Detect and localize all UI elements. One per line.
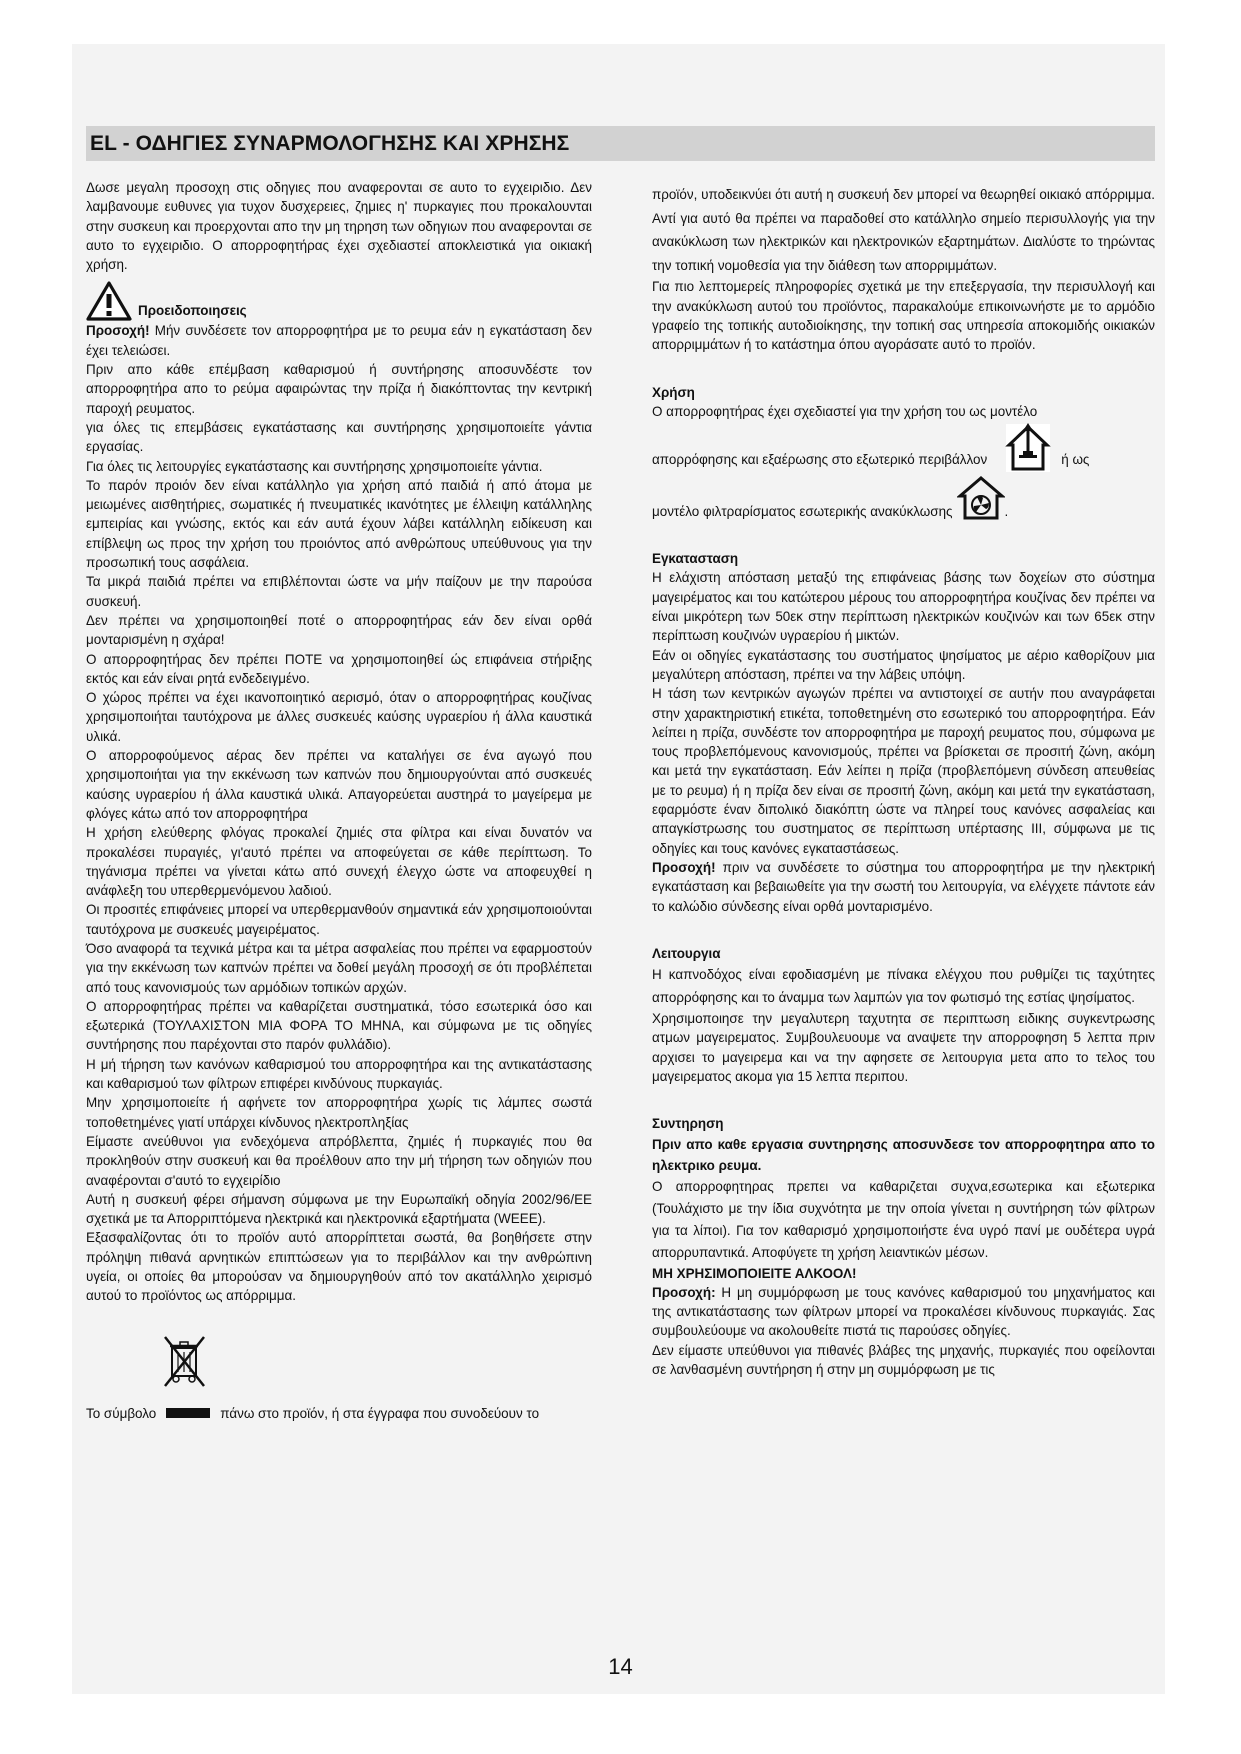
warning-paragraph: Ο χώρος πρέπει να έχει ικανοποιητικό αερισμό, όταν ο απορροφητήρας κουζίνας χρησιμοποιήται ταυτόχρονα με άλλες συσκευές καύσης υγραερίου ή άλλα καυστικά υλικά. xyxy=(86,690,592,744)
warning-paragraph: Δεν πρέπει να χρησιμοποιηθεί ποτέ ο απορροφητήρας εάν δεν είναι ορθά μονταρισμένη η σχάρα! xyxy=(86,612,592,648)
warning-paragraph: Πριν απο κάθε επέμβαση καθαρισμού ή συντήρησης αποσυνδέστε τον απορροφητήρα απο το ρεύμα αφαιρώντας την πρίζα ή διακόπτοντας την κεντρική παροχή ρευματος. xyxy=(86,362,592,416)
page-number: 14 xyxy=(608,1654,633,1679)
weee-paragraph: Αυτή η συσκευή φέρει σήμανση σύμφωνα με την Ευρωπαϊκή οδηγία 2002/96/ΕΕ σχετικά με τα Απορριπτόμενα ηλεκτρικά και ηλεκτρονικά εξαρτήματα (WEEE). xyxy=(86,1191,592,1227)
no-alcohol-warning: ΜΗ ΧΡΗΣΙΜΟΠΟΙΕΙΤΕ ΑΛΚΟΟΛ! xyxy=(652,1265,857,1281)
warning-triangle-icon xyxy=(86,281,132,321)
operation-paragraph: Χρησιμοποιησε την μεγαλυτερη ταχυτητα σε περιπτωση ειδικης συγκεντρωσης ατμων μαγειρεματος. Συμβουλευουμε να αναψετε την απορροφηση 5 λεπτα πριν αρχισει το μαγειρεμα και να την αφησετε σε λειτουργια μετα απο το τελος του μαγειρεματος ακομα για 15 λεπτα περιπου. xyxy=(652,1011,1155,1084)
final-paragraph: Δεν είμαστε υπεύθυνοι για πιθανές βλάβες της μηχανής, πυρκαγιές που οφείλονται σε λανθασμένη συντήρηση ή στην μη συμμόρφωση με τις xyxy=(652,1342,1155,1378)
install-caution-text: πριν να συνδέσετε το σύστημα του απορροφητήρα με την ηλεκτρική εγκατάσταση και βεβαιωθείτε για την σωστή του λειτουργία, να ελέγχετε πάντοτε εάν το καλώδιο σύνδεσης είναι ορθά μονταρισμένο. xyxy=(652,859,1155,914)
recirculation-house-icon xyxy=(957,475,1005,521)
warning-paragraph: Είμαστε ανεύθυνοι για ενδεχόμενα απρόβλεπτα, ζημιές ή πυρκαγιές που θα προκληθούν στην συσκευή και θα προέλθουν απο την μή τήρηση των οδηγιών που αναφέρονται σ'αυτό το εγχειρίδιο xyxy=(86,1133,592,1188)
install-paragraph: Η ελάχιστη απόσταση μεταξύ της επιφάνειας βάσης των δοχείων στο σύστημα μαγειρέματος και του κατώτερου μέρους του απορροφητήρα κουζίνας δεν πρέπει να είναι μικρότερη των 50εκ στην περίπτωση ηλεκτρικών κουζινών και των 65εκ στην περίπτωση κουζινών υγραερίου ή μικτών. xyxy=(652,570,1155,644)
use-text-line-2: απορρόφησης και εξαέρωσης στο εξωτερικό περιβάλλον xyxy=(652,451,988,467)
left-column xyxy=(86,178,592,1423)
warning-paragraph: Ο απορροφούμενος αέρας δεν πρέπει να καταλήγει σε ένα αγωγό που χρησιμοποιήται για την εκκένωση των καπνών που δημιουργούνται από συσκευές καύσης υγραερίου ή άλλα καυστικά υλικά. Απαγορεύεται αυστηρά το μαγείρεμα με φλόγες κάτω από τον απορροφητήρα xyxy=(86,748,592,821)
page-title: EL - ΟΔΗΓΙΕΣ ΣΥΝΑΡΜΟΛΟΓΗΣΗΣ ΚΑΙ ΧΡΗΣΗΣ xyxy=(86,126,1155,161)
crossed-bin-icon xyxy=(162,1334,208,1392)
symbol-prefix: Το σύμβολο xyxy=(86,1405,157,1421)
maintenance-paragraph: Ο απορροφητηρας πρεπει να καθαριζεται συχνα,εσωτερικα και εξωτερικα (Τουλάχιστο με την ίδια συχνότητα με την οποία γίνεται η συντήρηση τών φίλτρων για τα λίποι). Για τον καθαρισμό χρησιμοποιήστε ένα υγρό πανί με ουδέτερα υγρά απορρυπαντικά. Αποφύγετε τη χρήση λειαντικών μέσων. xyxy=(652,1178,1155,1260)
right-column xyxy=(652,183,1155,1379)
symbol-suffix: πάνω στο προϊόν, ή στα έγγραφα που συνοδεύουν το xyxy=(220,1405,540,1421)
install-caution-paragraph xyxy=(652,858,1155,916)
maintenance-subheading: Πριν απο καθε εργασια συντηρησης αποσυνδεσε τον απορροφητηρα απο το ηλεκτρικο ρευμα. xyxy=(652,1136,1155,1173)
caution-text: Μήν συνδέσετε τον απορροφητήρα με το ρευμα εάν η εγκατάσταση δεν έχει τελειώσει. xyxy=(86,323,592,358)
warning-paragraph: Ο απορροφητήρας πρέπει να καθαρίζεται συστηματικά, τόσο εσωτερικά όσο και εξωτερικά (ΤΟΥΛΑΧΙΣΤΟΝ ΜΙΑ ΦΟΡΑ ΤΟ ΜΗΝΑ, και σύμφωνα με τις οδηγίες συντήρησης που παρέχονται στο παρόν φυλλάδιο). xyxy=(86,998,592,1053)
warning-paragraph: Η μή τήρηση των κανόνων καθαρισμού του απορροφητήρα και της αντικατάστασης και καθαρισμού των φίλτρων επιφέρει κινδύνους πυρκαγιάς. xyxy=(86,1056,592,1092)
ducted-house-icon xyxy=(1005,423,1051,473)
warnings-heading: Προειδοποιησεις xyxy=(138,303,247,319)
warning-paragraph: για όλες τις επεμβάσεις εγκατάστασης και συντήρησης χρησιμοποιείτε γάντια εργασίας. xyxy=(86,419,592,455)
operation-paragraph: Η καπνοδόχος είναι εφοδιασμένη με πίνακα ελέγχου που ρυθμίζει τις ταχύτητες απορρόφησης και το άναμμα των λαμπών για τον φωτισμό της εστίας ψησίματος. xyxy=(652,967,1155,1006)
warning-paragraph: Όσο αναφορά τα τεχνικά μέτρα και τα μέτρα ασφαλείας που πρέπει να εφαρμοστούν για την εκκένωση των καπνών πρέπει να δοθεί μεγάλη προσοχή σε ότι προβλέπεται από τους κανονισμούς των αρμόδιων τοπικών αρχών. xyxy=(86,940,592,995)
warning-paragraph: Για όλες τις λειτουργίες εγκατάστασης και συντήρησης χρησιμοποιείτε γάντια. xyxy=(86,458,543,474)
warning-paragraph: Η χρήση ελεύθερης φλόγας προκαλεί ζημιές στα φίλτρα και είναι δυνατόν να προκαλέσει πυραγιές, γι'αυτό πρέπει να αποφεύγεται σε κάθε περίπτωση. Το τηγάνισμα πρέπει να γίνεται κάτω από συνεχή έλεγχο ώστε να αποφευχθεί η ανάφλεξη του υπερθερμενόμενου λαδιού. xyxy=(86,825,592,899)
install-paragraph: Εάν οι οδηγίες εγκατάστασης του συστήματος ψησίματος με αέριο καθορίζουν μια μεγαλύτερη απόσταση, πρέπει να την λάβεις υπόψη. xyxy=(652,647,1155,682)
use-text-dot: . xyxy=(1004,503,1009,519)
warnings-header xyxy=(86,277,592,321)
maintenance-caution-label: Προσοχή: xyxy=(652,1284,716,1300)
weee-continued-paragraph: προϊόν, υποδεικνύει ότι αυτή η συσκευή δεν μπορεί να θεωρηθεί οικιακό απόρριμμα. Αντί για αυτό θα πρέπει να παραδοθεί στο κατάλληλο σημείο περισυλλογής για την ανακύκλωση των ηλεκτρικών και ηλεκτρονικών εξαρτημάτων. Διαλύστε το τηρώντας την τοπική νομοθεσία για την διάθεση των απορριμμάτων. xyxy=(652,187,1155,273)
warning-paragraph: Ο απορροφητήρας δεν πρέπει ΠΟΤΕ να χρησιμοποιηθεί ώς επιφάνεια στήριξης εκτός και εάν είναι ρητά ενδεδειγμένο. xyxy=(86,651,592,686)
maintenance-caution-text: Η μη συμμόρφωση με τους κανόνες καθαρισμού του μηχανήματος και της αντικατάστασης των φίλτρων μπορεί να προκαλέσει κίνδυνους πυρκαγιάς. Σας συμβουλεύουμε να ακολουθείτε πιστά τις παρούσες οδηγίες. xyxy=(652,1284,1155,1339)
install-paragraph: Η τάση των κεντρικών αγωγών πρέπει να αντιστοιχεί σε αυτήν που αναγράφεται στην χαρακτηριστική ετικέτα, τοποθετημένη στο εσωτερικό του απορροφητήρα. Εάν λείπει η πρίζα, συνδέστε τον απορροφητήρα με παροχή ρευματος που, σύμφωνα με τους προβλεπόμενους κανονισμούς, πρέπει να βρίσκεται σε προσιτή ζώνη, ακόμη και μετά την εγκατάσταση. Εάν λείπει η πρίζα (προβλεπόμενη σύνδεση απευθείας με το ρευμα) ή η πρίζα δεν είναι σε προσιτή ζώνη, ακόμη και μετά την εγκατάσταση, εφαρμόστε έναν διπολικό διακόπτη ώστε να πληρεί τους κανόνες ασφαλείας και απαγκίστρωσης του συστηματος σε περίπτωση υπέρτασης ΙΙΙ, σύμφωνα με τις οδηγίες και τους κανόνες εγκαταστάσεως. xyxy=(652,686,1155,856)
use-text-line-1: Ο απορροφητήρας έχει σχεδιαστεί για την χρήση του ως μοντέλο xyxy=(652,403,1038,419)
use-text-line-3: μοντέλο φιλτραρίσματος εσωτερικής ανακύκλωσης xyxy=(652,503,953,519)
operation-heading: Λειτουργια xyxy=(652,945,721,961)
use-text-or: ή ως xyxy=(1061,451,1090,467)
warning-paragraph: Το παρόν προιόν δεν είναι κατάλληλο για χρήση από παιδιά ή από άτομα με μειωμένες αισθητήριες, σωματικές ή πνευματικές ικανότητες με έλλειψη κατάλληλης εμπειρίας και γνώσης, εκτός και εάν αυτά έχουν λάβει κατάλληλη ειδίκευση και επίβλεψη ως προς την χρήση του προιόντος από ανθρώπους υπεύθυνους για την προσωπική τους ασφάλεια. xyxy=(86,477,592,571)
use-ducted-line xyxy=(652,423,1155,473)
caution-paragraph xyxy=(86,321,592,360)
maintenance-caution-paragraph xyxy=(652,1283,1155,1341)
warning-paragraph: Οι προσιτές επιφάνειες μπορεί να υπερθερμανθούν σημαντικά εάν χρησιμοποιούνται ταυτόχρονα με συσκευές μαγειρέματος. xyxy=(86,902,592,937)
warning-paragraph: Τα μικρά παιδιά πρέπει να επιβλέπονται ώστε να μήν παίζουν με την παρούσα συσκευή. xyxy=(86,574,592,609)
maintenance-heading: Συντηρηση xyxy=(652,1116,724,1132)
install-heading: Εγκατασταση xyxy=(652,551,739,567)
symbol-line xyxy=(86,1404,592,1423)
install-caution-label: Προσοχή! xyxy=(652,859,716,875)
use-recirculation-line xyxy=(652,475,1155,521)
weee-paragraph: Εξασφαλίζοντας ότι το προϊόν αυτό απορρίπτεται σωστά, θα βοηθήσετε στην πρόληψη πιθανά αρνητικών επιπτώσεων για το περιβάλλον και την ανθρώπινη υγεία, οι οποίες θα μπορούσαν να δημιουργηθούν από τον ακατάλληλο χειρισμό αυτού το προϊόντος ως απόρριμμα. xyxy=(86,1230,592,1304)
black-bar-symbol-icon xyxy=(166,1408,210,1418)
use-heading: Χρήση xyxy=(652,384,695,400)
intro-paragraph: Δωσε μεγαλη προσοχη στις οδηγιες που αναφερονται σε αυτο το εγχειριδιο. Δεν λαμβανουμε ευθυνες για τυχον δυσχερειες, ζημιες η' πυρκαγιες που προκαλουνται στην συσκευη και προερχονται απο την μη τηρηση των οδηγιων που αναφερονται σε αυτο το εγχειριδιο. Ο απορροφητήρας έχει σχεδιαστεί αποκλειστικά για οικιακή χρήση. xyxy=(86,180,592,273)
warning-paragraph: Μην χρησιμοποιείτε ή αφήνετε τον απορροφητήρα χωρίς τις λάμπες σωστά τοποθετημένες γιατί υπάρχει κίνδυνος ηλεκτροπληξίας xyxy=(86,1095,592,1130)
weee-info-paragraph: Για πιο λεπτομερείς πληροφορίες σχετικά με την επεξεργασία, την περισυλλογή και την ανακύκλωση αυτού του προϊόντος, παρακαλούμε επικοινωνήστε με το αρμόδιο γραφείο της τοπικής αυτοδιοίκησης, την τοπική σας υπηρεσία αποκομιδής οικιακών απορριμμάτων ή το κατάστημα όπου αγοράσατε αυτό το προϊόν. xyxy=(652,279,1155,353)
caution-label: Προσοχή! xyxy=(86,323,150,339)
weee-symbol-block xyxy=(86,1334,592,1398)
